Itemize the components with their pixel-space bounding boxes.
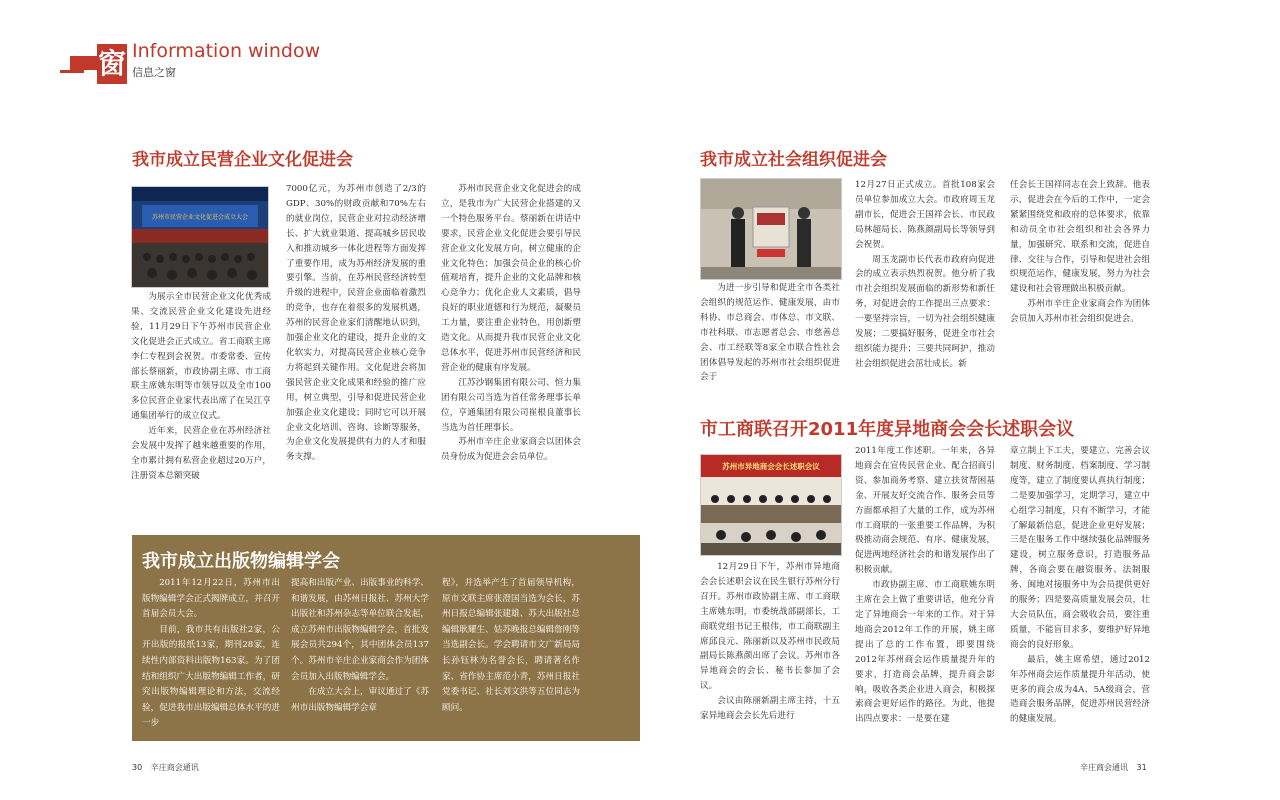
section-title-en: Information window bbox=[132, 40, 321, 62]
window-logo: 窗 bbox=[97, 44, 127, 84]
article2-column2 bbox=[855, 178, 995, 390]
photo-banner-text: 苏州市民营企业文化促进会成立大会 bbox=[151, 214, 249, 221]
article2-column3 bbox=[1010, 178, 1150, 390]
section-title-cn: 信息之窗 bbox=[132, 66, 176, 79]
paragraph: 最后，姚主席希望，通过2012年苏州商会运作质量提升年活动，使更多的商会成为4A、5A级商会，营造商会服务品牌，促进苏州民营经济的健康发展。 bbox=[1010, 654, 1150, 725]
article1-column3 bbox=[441, 182, 581, 500]
footer-left bbox=[132, 762, 199, 773]
photo-banner-text: 苏州市异地商会会长述职会议 bbox=[722, 462, 820, 471]
paragraph: 江苏沙钢集团有限公司、恒力集团有限公司当选为首任常务理事长单位，亨通集团有限公司崔根良董事长当选为首任理事长。 bbox=[441, 377, 581, 433]
paragraph: 提高和出版产业、出版事业的科学、和谐发展，由苏州日报社、苏州大学出版社和苏州杂志等单位联合发起，成立苏州市出版物编辑学会，首批发展会员共294个，其中团体会员137个。苏州市辛庄企业家商会作为团体会员加入出版物编辑学会。 bbox=[291, 578, 429, 682]
paragraph: 2011年度工作述职。一年来，各异地商会在宣传民营企业、配合招商引资、参加商务考察、建立扶贫帮困基金、开展友好交流合作、服务会员等方面都承担了大量的工作，成为苏州市工商联的一张重要工作品牌，为积极推动商会规范、有序、健康发展，促进两地经济社会的和谐发展作出了积极贡献。 bbox=[855, 446, 995, 576]
article4-headline: 我市成立出版物编辑学会 bbox=[142, 551, 340, 572]
paragraph: 近年来，民营企业在苏州经济社会发展中发挥了越来越重要的作用，全市累计拥有私营企业超过20万户，注册资本总额突破 bbox=[131, 426, 271, 481]
paragraph: 12月27日正式成立。首批108家会员单位参加成立大会。市政府周玉龙副市长，促进会王国祥会长、市民政局林超局长、陈燕颜副局长等领导到会祝贺。 bbox=[855, 180, 995, 250]
article2-headline: 我市成立社会组织促进会 bbox=[700, 150, 887, 170]
article3-headline: 市工商联召开2011年度异地商会会长述职会议 bbox=[700, 419, 1075, 440]
article1-headline: 我市成立民营企业文化促进会 bbox=[132, 150, 353, 170]
paragraph: 苏州市民营企业文化促进会的成立，是我市为广大民营企业搭建的又一个特色服务平台。蔡丽新在讲话中要求，民营企业文化促进会要引导民营企业文化发展方向，树立健康的企业文化特色；加强会员企业的核心价值观培育，提升企业的文化品牌和核心竞争力；优化企业人文素质，倡导良好的职业道德和行为规范，凝聚员工力量，要注重企业特色，用创新塑造文化。从而提升我市民营企业文化总体水平，促进苏州市民营经济和民营企业的健康有序发展。 bbox=[441, 184, 581, 373]
paragraph: 12月29日下午，苏州市异地商会会长述职会议在民生银行苏州分行召开。苏州市政协副主席、市工商联主席姚东明，市委统战部副部长，工商联党组书记王根伟，市工商联副主席邱良元、陈丽新以及苏州市民政局副局长陈燕颜出席了会议。苏州市各异地商会的会长、秘书长参加了会议。 bbox=[700, 562, 840, 692]
article1-column1 bbox=[131, 290, 271, 500]
paragraph: 周玉龙副市长代表市政府向促进会的成立表示热烈祝贺。他分析了我市社会组织发展面临的新形势和新任务，对促进会的工作提出三点要求：一要坚持宗旨，一切为社会组织健康发展；二要搞好服务，促进全市社会组织能力提升；三要共同呵护，推动社会组织促进会茁壮成长。新 bbox=[855, 254, 995, 369]
paragraph: 目前，我市共有出版社2家，公开出版的报纸13家，期刊28家，连续性内部资料出版物163家。为了团结和组织广大出版物编辑工作者，研究出版物编辑理论和方法，交流经验，促进我市出版编辑总体水平的进一步 bbox=[142, 624, 280, 729]
article4-column3 bbox=[442, 576, 580, 736]
paragraph: 任会长王国祥同志在会上致辞。他表示，促进会在今后的工作中，一定会紧紧围绕党和政府的总体要求，依靠和动员全市社会组织和社会各界力量，加强研究、联系和交流，促进自律、交往与合作，引导和促进社会组织规范运作，健康发展，努力为社会建设和社会管理做出积极贡献。 bbox=[1010, 180, 1150, 295]
paragraph: 程》，并选举产生了首届领导机构，原市文联主席张澄国当选为会长，苏州日报总编辑张建雄、苏大出版社总编辑耿耀生、姑苏晚报总编辑詹刚等当选副会长。学会聘请市文广新局局长孙钰林为名誉会长，聘请著名作家、省作协主席范小青，苏州日报社党委书记、社长刘文洪等五位同志为顾问。 bbox=[442, 578, 580, 713]
article4-column1 bbox=[142, 576, 280, 736]
article3-column1 bbox=[700, 560, 840, 744]
article3-column2 bbox=[855, 444, 995, 744]
paragraph: 为进一步引导和促进全市各类社会组织的规范运作、健康发展，由市科协、市总商会、市体总、市文联、市社科联、市志愿者总会、市慈善总会、市工经联等8家全市联合性社会团体倡导发起的苏州市社会组织促进会于 bbox=[700, 283, 840, 383]
paragraph: 为展示全市民营企业文化优秀成果、交流民营企业文化建设先进经验，11月29日下午苏州市民营企业文化促进会正式成立。省工商联主席李仁专程到会祝贺。市委常委、宣传部长蔡丽新，市政协副主席、市工商联主席姚东明等市领导以及全市100多位民营企业家代表出席了在吴江亨通集团举行的成立仪式。 bbox=[131, 292, 271, 422]
paragraph: 苏州市辛庄企业家商会以团体会员身份成为促进会会员单位。 bbox=[441, 437, 581, 463]
article4-column2 bbox=[291, 576, 429, 736]
paragraph: 在成立大会上，审议通过了《苏州市出版物编辑学会章 bbox=[291, 687, 429, 713]
footer-right bbox=[1080, 762, 1147, 773]
article2-photo bbox=[700, 178, 842, 280]
article1-column2 bbox=[286, 182, 426, 500]
publication-name: 辛庄商会通讯 bbox=[1080, 763, 1128, 772]
paragraph: 2011年12月22日，苏州市出版物编辑学会正式揭牌成立，并召开首届会员大会。 bbox=[142, 578, 280, 620]
paragraph: 苏州市辛庄企业家商会作为团体会员加入苏州市社会组织促进会。 bbox=[1010, 299, 1150, 325]
article2-column1 bbox=[700, 281, 840, 389]
page-number: 31 bbox=[1136, 763, 1147, 772]
paragraph: 章立制上下工夫，要建立、完善会议制度、财务制度、档案制度、学习制度等，建立了制度要认真执行制度；二是要加强学习，定期学习，建立中心组学习制度，只有不断学习，才能了解最新信息，促进企业更好发展；三是在服务工作中继续强化品牌服务建设，树立服务意识，打造服务品牌，各商会要在融资服务、法制服务、闽地对接服务中为会员提供更好的服务；四是要高质量发展会员，壮大会员队伍，商会吸收会员，要注重质量，不能盲目求多，要维护好异地商会的良好形象。 bbox=[1010, 446, 1150, 650]
logo-accent-bar bbox=[70, 56, 98, 70]
article3-column3 bbox=[1010, 444, 1150, 744]
page-number: 30 bbox=[132, 763, 143, 772]
logo-accent-line bbox=[60, 70, 84, 73]
paragraph: 市政协副主席、市工商联姚东明主席在会上做了重要讲话，他充分肯定了异地商会一年来的工作。对于异地商会2012年工作的开展，姚主席提出了总的工作布置，即要围绕2012年苏州商会运作质量提升年的要求，打造商会品牌，提升商会影响，吸收各类企业进入商会，积极探索商会更好运作的路径。为此，他提出四点要求：一是要在建 bbox=[855, 580, 995, 725]
paragraph: 会议由陈丽新副主席主持，十五家异地商会会长先后进行 bbox=[700, 696, 840, 722]
article3-photo bbox=[700, 454, 842, 556]
article1-photo bbox=[131, 186, 269, 288]
paragraph: 7000亿元，为苏州市创造了2/3的GDP、30%的财政贡献和70%左右的就业岗位，民营企业对拉动经济增长、扩大就业渠道、提高城乡居民收入和推动城乡一体化进程等方面发挥了重要作用，成为苏州经济发展的重要引擎。当前，在苏州民营经济转型升级的进程中，民营企业面临着激烈的竞争，也存在着很多的发展机遇，苏州的民营企业家们清醒地认识到，加强企业文化的建设，提升企业的文化软实力，对提高民营企业核心竞争力将起到关键作用。文化促进会将加强民营企业文化成果和经验的推广应用，树立典型，引导和促进民营企业加强企业文化建设；同时它可以开展企业文化培训、咨询、诊断等服务，为企业文化发展提供有力的人才和服务支撑。 bbox=[286, 184, 426, 463]
publication-name: 辛庄商会通讯 bbox=[150, 763, 199, 772]
